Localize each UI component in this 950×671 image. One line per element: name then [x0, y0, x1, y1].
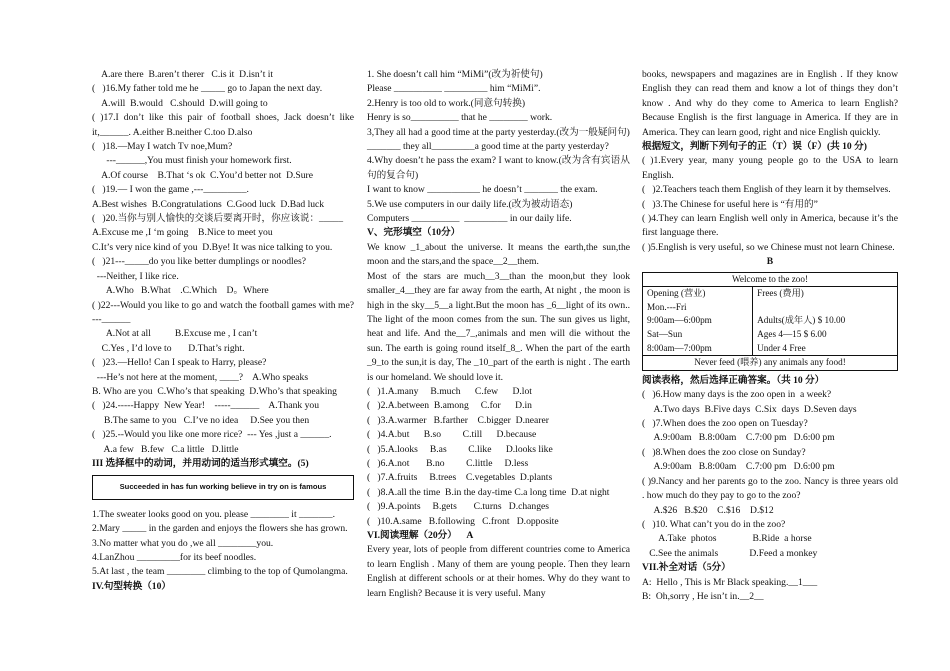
- text-line: ---He’s not here at the moment, ____? A.Who speaks: [92, 371, 309, 383]
- text-line: ( )17.I don’t like this pair of football shoes, Jack doesn’t like it,______. A.either B.neither C.too D.also: [92, 112, 354, 138]
- text-line: A.Two days B.Five days C.Six days D.Seven days: [642, 403, 857, 415]
- text-line: C.Yes , I’d love to D.That’s right.: [92, 342, 245, 354]
- zoo-cell-text: Opening (营业): [647, 288, 706, 299]
- text-line: 4.Why doesn’t he pass the exam? I want to know.(改为含有宾语从句的复合句): [367, 155, 630, 181]
- section-heading: VII.补全对话（5分）: [642, 562, 731, 574]
- text-line: ( )9.A.points B.gets C.turns D.changes: [367, 501, 550, 513]
- section-heading: IV.句型转换（10）: [92, 580, 171, 592]
- text-line: ( )6.A.not B.no C.little D.less: [367, 457, 529, 469]
- text-line: ( )8.When does the zoo close on Sunday?: [642, 446, 806, 458]
- text-line: ( )1.A.many B.much C.few D.lot: [367, 385, 532, 397]
- text-line: B. Who are you C.Who’s that speaking D.Who’s that speaking: [92, 385, 337, 397]
- text-line: A.Who B.What .C.Which D。Where: [92, 285, 269, 297]
- section-heading: B: [766, 256, 774, 268]
- text-line: ( )18.—May I watch Tv noe,Mum?: [92, 141, 233, 153]
- text-line: ( )7.A.fruits B.trees C.vegetables D.plants: [367, 472, 553, 484]
- zoo-cell-text: Adults(成年人) $ 10.00: [757, 315, 846, 326]
- text-line: ( )10.A.same B.following C.front D.opposite: [367, 515, 559, 527]
- text-line: A.will B.would C.should D.will going to: [92, 97, 268, 109]
- zoo-table-footer-row: [643, 356, 898, 371]
- verb-choice-box: Succeeded in has fun working believe in try on is famous: [92, 475, 354, 499]
- text-line: ( )20.当你与别人愉快的交谈后要离开时，你应该说：_____: [92, 213, 344, 225]
- text-line: Please __________ _________ him “MiMi”.: [367, 83, 541, 95]
- exam-questions-part2: [92, 508, 354, 594]
- text-line: Most of the stars are much__3__than the moon,but they look smaller_4__they are far away from the earth, At night , the moon is high in the sky__5__a light.But the moon has _6__light of its own.. The light of the moon comes from the sun. The sun gives us light, heat and life. And the__7_,animals and men will die without the sun. The earth is going round itself_8_. When the part of the earth _9_to the sun,it is day, The _10_part of the earth is night . The earth is our homeland. We should love it.: [367, 270, 630, 383]
- section-heading: 阅读表格，然后选择正确答案。（共 10 分）: [642, 374, 825, 386]
- zoo-table-footer: Never feed (喂养) any animals any food!: [643, 356, 898, 371]
- text-line: A.$26 B.$20 C.$16 D.$12: [642, 504, 774, 516]
- text-line: ---Neither, I like rice.: [92, 270, 179, 282]
- text-line: ( )8.A.all the time B.in the day-time C.a long time D.at night: [367, 486, 610, 498]
- text-line: ( )4.A.but B.so C.till D.because: [367, 429, 537, 441]
- zoo-cell-text: Ages 4—15 $ 6.00: [757, 329, 827, 340]
- text-line: ( )24.-----Happy New Year! -----______ A.Thank you: [92, 400, 319, 412]
- text-line: A.a few B.few C.a little D.little: [92, 443, 239, 455]
- text-line: 2.Mary _____ in the garden and enjoys the flowers she has grown.: [92, 523, 348, 535]
- text-line: B: Oh,sorry , He isn’t in.__2__: [642, 590, 764, 602]
- text-line: ( )22---Would you like to go and watch the football games with me? ---______: [92, 299, 354, 325]
- reading-passage-a: [642, 68, 898, 270]
- text-line: C.See the animals D.Feed a monkey: [642, 547, 818, 559]
- text-line: ( )3.The Chinese for useful here is “有用的”: [642, 198, 818, 210]
- section-heading: 根据短文，判断下列句子的正（T）误（F）(共 10 分): [642, 141, 867, 153]
- text-line: A.Of course B.That ‘s ok C.You’d better not D.Sure: [92, 169, 313, 181]
- reading-questions-and-dialogue: [642, 374, 898, 605]
- zoo-cell-text: Under 4 Free: [757, 342, 806, 353]
- zoo-fees-cell: [753, 287, 898, 356]
- text-line: A.9:00am B.8:00am C.7:00 pm D.6:00 pm: [642, 432, 835, 444]
- text-line: A.are there B.aren’t therer C.is it D.isn’t it: [92, 69, 274, 80]
- zoo-opening-cell: [643, 287, 753, 356]
- text-line: ( )4.They can learn English well only in America, because it’s the first language there.: [642, 213, 898, 239]
- text-line: A.Excuse me ,I ‘m going B.Nice to meet you: [92, 227, 273, 239]
- section-heading: VI.阅读理解（20分） A: [367, 530, 474, 541]
- text-line: ---______,You must finish your homework first.: [92, 155, 292, 167]
- zoo-info-table: [642, 272, 898, 371]
- text-line: A: Hello , This is Mr Black speaking.__1___: [642, 576, 818, 588]
- text-line: ( )19.— I won the game ,---_________.: [92, 184, 249, 196]
- section-heading: V、完形填空（10分）: [367, 227, 461, 239]
- column-right: [642, 68, 898, 604]
- zoo-table-body-row: [643, 287, 898, 356]
- text-line: 5.At last , the team ________ climbing to the top of Qumolangma.: [92, 566, 348, 578]
- text-line: _______ they all_________a good time at the party yesterday?: [367, 141, 609, 153]
- text-line: 1.The sweater looks good on you. please ________ it _______.: [92, 508, 336, 520]
- text-line: ( )2.A.between B.among C.for D.in: [367, 400, 532, 412]
- text-line: Henry is so__________ that he ________ work.: [367, 112, 553, 124]
- text-line: ( )25.--Would you like one more rice? --- Yes ,just a ______.: [92, 429, 332, 441]
- text-line: A.Best wishes B.Congratulations C.Good luck D.Bad luck: [92, 198, 325, 210]
- text-line: C.It’s very nice kind of you D.Bye! It was nice talking to you.: [92, 241, 333, 253]
- text-line: Computers __________ _________ in our daily life.: [367, 213, 572, 225]
- zoo-cell-text: [757, 301, 893, 315]
- column-middle: [367, 68, 630, 601]
- zoo-cell-text: Sat—Sun: [647, 329, 683, 340]
- section-heading: III 选择框中的动词，并用动词的适当形式填空。(5): [92, 457, 309, 469]
- text-line: A.9:00am B.8:00am C.7:00 pm D.6:00 pm: [642, 461, 835, 473]
- zoo-table-title-row: [643, 272, 898, 287]
- zoo-table-title: Welcome to the zoo!: [643, 272, 898, 287]
- zoo-cell-text: Mon.---Fri: [647, 301, 687, 312]
- zoo-cell-text: 8:00am—7:00pm: [647, 342, 712, 353]
- text-line: 3,They all had a good time at the party yesterday.(改为一般疑问句): [367, 126, 630, 138]
- zoo-cell-text: 9:00am—6:00pm: [647, 315, 712, 326]
- text-line: ( )5.A.looks B.as C.like D.looks like: [367, 443, 553, 455]
- text-line: ( )1.Every year, many young people go to the USA to learn English.: [642, 155, 898, 181]
- text-line: ( )7.When does the zoo open on Tuesday?: [642, 418, 808, 430]
- text-line: ( )6.How many days is the zoo open in a week?: [642, 389, 832, 401]
- column-left: [92, 68, 354, 594]
- text-line: ( )5.English is very useful, so we Chinese must not learn Chinese.: [642, 241, 895, 253]
- exam-questions-part1: [92, 68, 354, 471]
- text-line: 5.We use computers in our daily life.(改为被动语态): [367, 198, 573, 210]
- text-line: ( )9.Nancy and her parents go to the zoo. Nancy is three years old . how much do they pay to go to the zoo?: [642, 475, 898, 502]
- text-line: 3.No matter what you do ,we all ________you.: [92, 537, 274, 549]
- text-line: ( )23.—Hello! Can I speak to Harry, please?: [92, 357, 267, 369]
- text-line: We know _1_about the universe. It means the earth,the sun,the moon and the stars,and the space__2__them.: [367, 241, 630, 268]
- text-line: ( )2.Teachers teach them English of they learn it by themselves.: [642, 184, 891, 196]
- text-line: 2.Henry is too old to work.(同意句转换): [367, 97, 526, 109]
- text-line: ( )3.A.warmer B.farther C.bigger D.nearer: [367, 414, 549, 426]
- text-line: 1. She doesn’t call him “MiMi”(改为祈使句): [367, 69, 543, 80]
- text-line: B.The same to you C.I’ve no idea D.See you then: [92, 414, 310, 426]
- text-line: I want to know ___________ he doesn’t _______ the exam.: [367, 184, 598, 196]
- text-line: ( )21---_____do you like better dumplings or noodles?: [92, 256, 306, 268]
- zoo-cell-text: Frees (费用): [757, 288, 804, 299]
- text-line: books, newspapers and magazines are in English . If they know English they can read them and know a lot of things they don’t know . And why do they come to America to learn English? Because English is the first language in America. If they are in America. They can learn good, right and nice English quickly.: [642, 69, 898, 138]
- text-line: ( )10. What can’t you do in the zoo?: [642, 518, 786, 530]
- text-line: Every year, lots of people from different countries come to America to learn English . Many of them are young people. Then they learn English at different schools or at their homes. Why do they want to learn English? Because it is very useful. Many: [367, 544, 630, 599]
- text-line: ( )16.My father told me he _____ go to Japan the next day.: [92, 83, 323, 95]
- text-line: A.Not at all B.Excuse me , I can’t: [92, 328, 258, 340]
- text-line: A.Take photos B.Ride a horse: [642, 533, 812, 545]
- text-line: 4.LanZhou _________for its beef noodles.: [92, 552, 257, 563]
